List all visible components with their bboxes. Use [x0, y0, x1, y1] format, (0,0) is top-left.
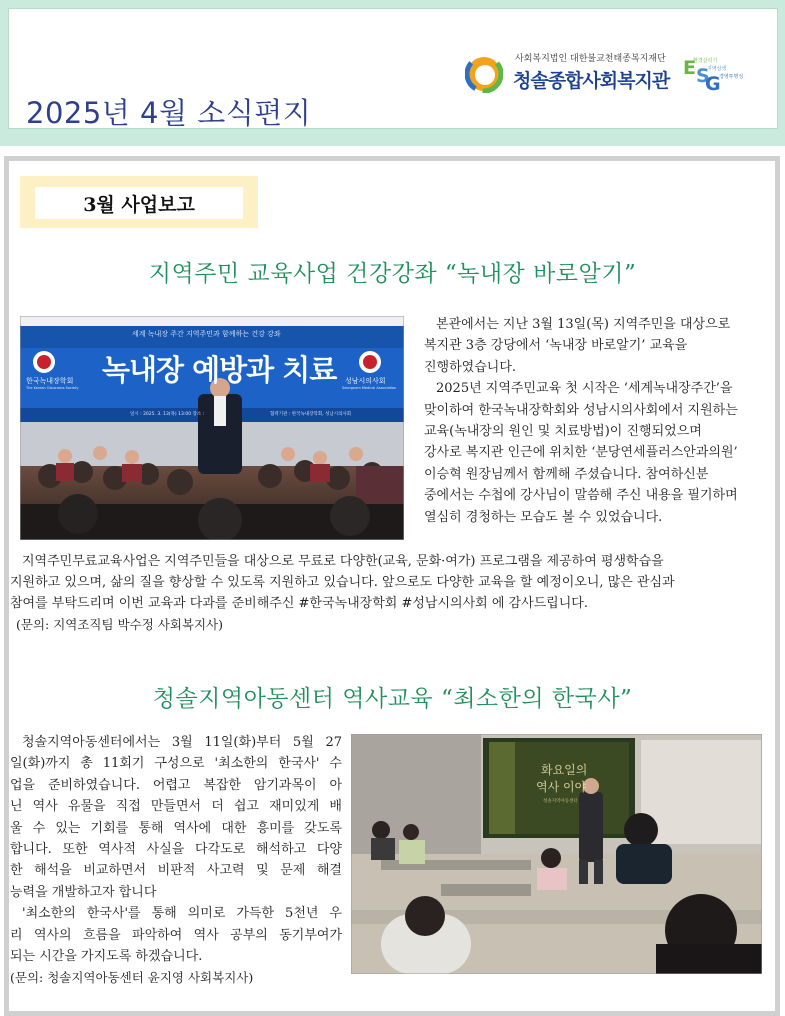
- contact-line: (문의: 지역조직팀 박수정 사회복지사): [16, 617, 224, 632]
- text-line: 지원하고 있으며, 삶의 질을 향상할 수 있도록 지원하고 있습니다. 앞으로도 다양한 교육을 할 예정이오니, 많은 관심과: [10, 575, 675, 590]
- text-line: 2025년 지역주민교육 첫 시작은 ‘세계녹내장주간’을: [436, 381, 733, 397]
- org-subtitle: 사회복지법인 대한불교천태종복지재단: [515, 54, 666, 64]
- text-line: 맞이하여 한국녹내장학회와 성남시의사회에서 지원하는: [424, 402, 738, 418]
- history-class-photo: [351, 734, 762, 974]
- contact-line: (문의: 청솔지역아동센터 윤지영 사회복지사): [10, 970, 254, 986]
- org-emblem-icon: [465, 55, 503, 93]
- text-line: 되는 시간을 가지도록 하겠습니다.: [10, 949, 203, 965]
- screen-title: 화요일의: [541, 763, 588, 777]
- article-title: 지역주민 교육사업 건강강좌 “녹내장 바로알기”: [148, 261, 637, 287]
- org-name: 청솔종합사회복지관: [513, 70, 670, 92]
- text-line: 진행하였습니다.: [424, 359, 517, 375]
- text-line: 참여를 부탁드리며 이번 교육과 다과를 준비해주신 #한국녹내장학회 #성남시의사회 에 감사드립니다.: [10, 596, 588, 611]
- esg-letter-s: S: [696, 65, 710, 87]
- section-tag: [20, 176, 258, 228]
- text-line: 이승혁 원장님께서 함께해 주셨습니다. 참여하신분: [424, 466, 709, 482]
- newsletter-title: 2025년 4월 소식편지: [26, 96, 312, 130]
- banner-host: 협력기관 : 한국녹내장학회, 성남시의사회: [270, 412, 352, 417]
- text-line: 강사로 복지관 인근에 위치한 ‘분당연세플러스안과의원’: [424, 445, 738, 461]
- esg-tagline: 지역상생: [707, 66, 727, 72]
- esg-tagline: 경영투명성: [719, 74, 744, 80]
- banner-logo-right: 성남시의사회: [345, 377, 386, 385]
- text-line: 울 수 있는 기회를 통해 역사에 대한 흥미를 갖도록: [10, 820, 342, 836]
- text-line: 복지관 3층 강당에서 ‘녹내장 바로알기’ 교육을: [424, 338, 688, 354]
- text-line: 청솔지역아동센터에서는 3월 11일(화)부터 5월 27: [22, 735, 342, 750]
- banner-subtitle: 세계 녹내장 주간 지역주민과 함께하는 건강 강좌: [132, 330, 281, 338]
- banner-info: 일시 : 2025. 3. 13(목) 13:00 장소 :: [130, 412, 205, 417]
- text-line: 중에서는 수첩에 강사님이 말씀해 주신 내용을 필기하며: [424, 488, 738, 504]
- banner-logo-left-en: The Korean Glaucoma Society: [26, 386, 79, 390]
- article-side-text: [424, 314, 774, 528]
- text-line: 업을 준비하였습니다. 어렵고 복잡한 암기과목이 아: [10, 777, 342, 793]
- text-line: 본관에서는 지난 3월 13일(목) 지역주민을 대상으로: [436, 317, 731, 332]
- banner-logo-right-en: Seongnam Medical Association: [342, 386, 397, 390]
- article-side-text: [10, 732, 342, 989]
- article-body-text: [10, 551, 775, 635]
- text-line: 능력을 개발하고자 합니다: [10, 884, 157, 900]
- esg-tagline: 환경살리기: [693, 58, 718, 64]
- header-panel: [8, 8, 778, 129]
- esg-logo: [681, 53, 744, 95]
- organization-logo: [465, 49, 765, 99]
- header-band: [0, 0, 785, 146]
- section-tag-label: 3월 사업보고: [35, 187, 243, 219]
- banner-title: 녹내장 예방과 치료: [102, 353, 337, 387]
- text-line: 닌 역사 유물을 직접 만들면서 더 쉽고 재미있게 배: [10, 799, 342, 815]
- glaucoma-lecture-photo: [20, 316, 404, 540]
- text-line: 교육(녹내장의 원인 및 치료방법)이 진행되었으며: [424, 424, 702, 440]
- screen-title-2: 역사 이야: [536, 780, 587, 794]
- text-line: '최소한의 한국사'를 통해 의미로 가득한 5천년 우: [22, 906, 342, 922]
- text-line: 열심히 경청하는 모습도 볼 수 있었습니다.: [424, 509, 663, 525]
- banner-logo-left: 한국녹내장학회: [26, 377, 74, 385]
- text-line: 일(화)까지 총 11회기 구성으로 '최소한의 한국사' 수: [10, 756, 342, 772]
- esg-letter-g: G: [705, 73, 721, 95]
- text-line: 합니다. 또한 역사적 사실을 다각도로 해석하고 다양: [10, 842, 342, 858]
- esg-letter-e: E: [683, 57, 696, 79]
- text-line: 지역주민무료교육사업은 지역주민들을 대상으로 무료로 다양한(교육, 문화·여가) 프로그램을 제공하여 평생학습을: [22, 554, 664, 569]
- screen-caption: 청솔지역아동센터: [543, 799, 578, 804]
- text-line: 한 해석을 비교하면서 비판적 사고력 및 문제 해결: [10, 863, 342, 879]
- text-line: 리 역사의 흐름을 파악하여 역사 공부의 동기부여가: [10, 927, 342, 943]
- article-title: 청솔지역아동센터 역사교육 “최소한의 한국사”: [152, 686, 633, 712]
